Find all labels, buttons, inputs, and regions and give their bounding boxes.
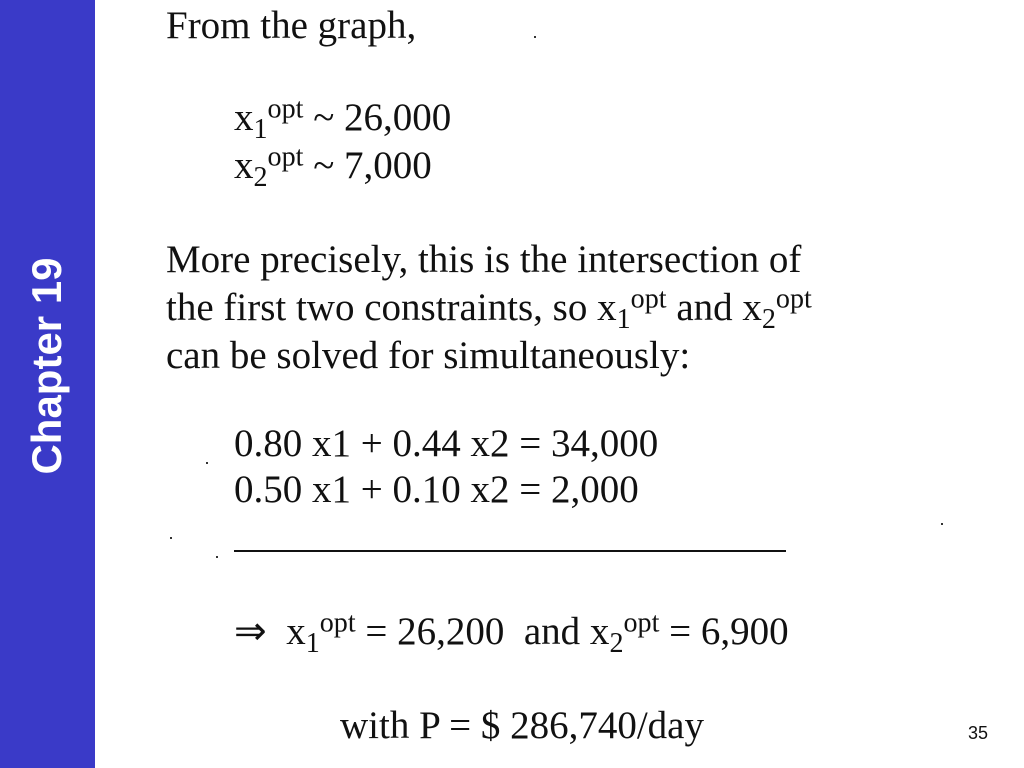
- equation-2: 0.50 x1 + 0.10 x2 = 2,000: [234, 468, 639, 511]
- paragraph-sub-1: 1: [616, 303, 631, 335]
- x1-var: x: [234, 96, 254, 139]
- paragraph-sup-1: opt: [630, 283, 667, 315]
- result-x1-var: x: [286, 610, 306, 653]
- result-x1-subscript: 1: [305, 627, 320, 659]
- scan-speck: [216, 556, 218, 558]
- chapter-sidebar: [0, 0, 95, 768]
- scan-speck: [170, 537, 172, 539]
- scan-speck: [941, 523, 943, 525]
- paragraph-sup-2: opt: [775, 283, 812, 315]
- x2-estimate: [234, 141, 432, 193]
- result-x2-subscript: 2: [609, 627, 624, 659]
- result-x2-superscript: opt: [623, 607, 660, 639]
- profit-line: with P = $ 286,740/day: [340, 704, 704, 747]
- x2-subscript: 2: [253, 161, 268, 193]
- paragraph-line-2: [166, 283, 812, 335]
- paragraph-line-3: can be solved for simultaneously:: [166, 334, 691, 377]
- page-number: 35: [967, 723, 988, 743]
- x1-estimate: [234, 93, 452, 145]
- x2-var: x: [234, 144, 254, 187]
- x2-superscript: opt: [267, 141, 304, 173]
- paragraph-line-2-mid: and x: [666, 286, 762, 329]
- x1-superscript: opt: [267, 93, 304, 125]
- paragraph-line-1: More precisely, this is the intersection of: [166, 238, 802, 281]
- result-and-x: and x: [523, 610, 610, 653]
- summation-rule: [234, 550, 786, 552]
- paragraph-line-2-start: the first two constraints, so x: [166, 286, 617, 329]
- equation-1: 0.80 x1 + 0.44 x2 = 34,000: [234, 422, 659, 465]
- scan-speck: [206, 462, 208, 464]
- paragraph-sub-2: 2: [761, 303, 776, 335]
- result-x2-value: = 6,900: [659, 610, 789, 653]
- scan-speck: [534, 36, 536, 38]
- chapter-title: Chapter 19: [23, 257, 70, 475]
- result-line: [234, 607, 789, 659]
- x2-estimate-value: ~ 7,000: [303, 144, 432, 187]
- x1-estimate-value: ~ 26,000: [303, 96, 452, 139]
- result-x1-value: = 26,200: [355, 610, 505, 653]
- intro-text: From the graph,: [166, 4, 417, 47]
- implies-arrow: ⇒: [234, 610, 267, 653]
- result-x1-superscript: opt: [319, 607, 356, 639]
- x1-subscript: 1: [253, 113, 268, 145]
